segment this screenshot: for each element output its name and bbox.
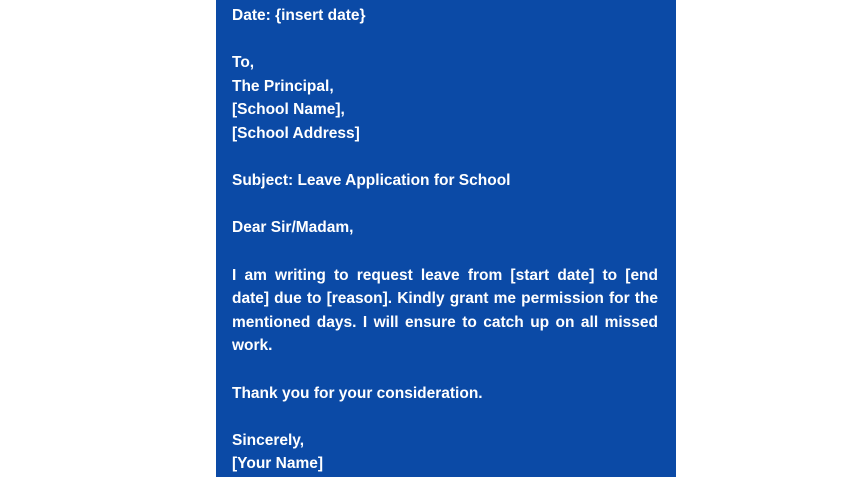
- date-line: Date: {insert date}: [232, 7, 366, 24]
- signature-line: [Your Name]: [232, 455, 324, 473]
- school-address-line: [School Address]: [232, 124, 360, 142]
- spacer: [232, 146, 658, 170]
- closing-line: Sincerely,: [232, 431, 305, 449]
- spacer: [232, 240, 658, 264]
- spacer: [232, 405, 658, 429]
- body-paragraph: I am writing to request leave from [start date] to [end date] due to [reason]. Kindly grant me permission for the mentioned days. I will ensure to catch up on all missed work.: [232, 266, 658, 355]
- to-line: To,: [232, 54, 255, 72]
- spacer: [232, 28, 658, 52]
- spacer: [232, 358, 658, 382]
- thanks-line: Thank you for your consideration.: [232, 384, 483, 402]
- recipient-line: The Principal,: [232, 77, 334, 95]
- salutation-line: Dear Sir/Madam,: [232, 219, 354, 237]
- subject-line: Subject: Leave Application for School: [232, 172, 511, 190]
- leave-letter-card: [216, 0, 676, 477]
- spacer: [232, 193, 658, 217]
- school-name-line: [School Name],: [232, 101, 345, 119]
